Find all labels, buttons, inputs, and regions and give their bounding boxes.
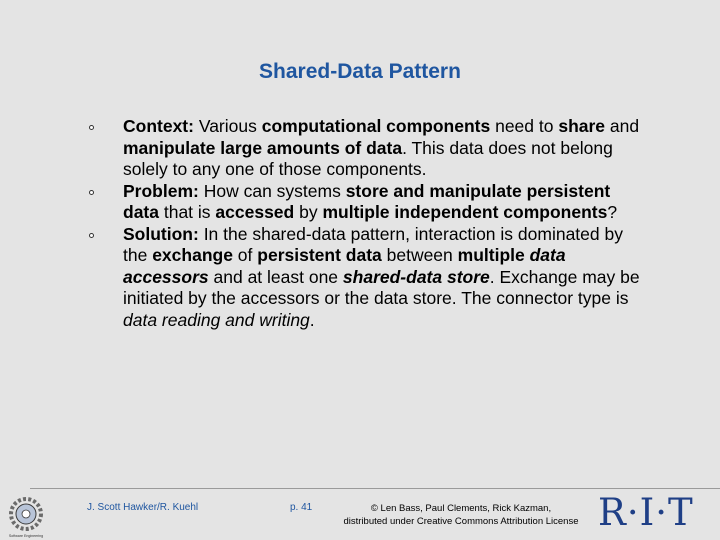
bullet-item xyxy=(80,224,640,332)
copyright-line-2: distributed under Creative Commons Attribution License xyxy=(343,516,579,527)
bullet-text-segment: manipulate large amounts of data xyxy=(123,137,403,158)
bullet-list xyxy=(80,116,640,331)
bullet-text-segment: data reading and writing xyxy=(123,309,310,330)
bullet-text-segment: ? xyxy=(607,202,618,222)
bullet-text-segment: by xyxy=(294,202,323,222)
page-number: p. 41 xyxy=(290,502,313,513)
bullet-text-segment: between xyxy=(381,245,458,265)
bullet-text-segment: . Exchange may be initiated by the accessors or the data store. The connector type is xyxy=(123,266,640,308)
bullet-text-segment: accessed xyxy=(215,202,295,222)
bullet-item xyxy=(80,181,640,224)
bullet-text-segment: shared-data store xyxy=(342,266,490,287)
bullet-dot-icon xyxy=(89,125,94,130)
bullet-text-segment: In the shared-data pattern, interaction is dominated by the xyxy=(123,223,623,265)
bullet-text-segment: computational components xyxy=(261,116,491,136)
bullet-text-segment: Solution: xyxy=(123,223,204,244)
bullet-text-segment: data accessors xyxy=(123,245,566,287)
bullet-text-segment: Context: xyxy=(123,116,199,136)
bullet-text-segment: Problem: xyxy=(123,180,204,201)
software-engineering-logo xyxy=(4,492,48,540)
footer-divider xyxy=(30,488,720,489)
bullet-text-segment: that is xyxy=(158,202,216,222)
se-logo-text: Software Engineering xyxy=(8,534,44,538)
bullet-text-segment: persistent data xyxy=(257,245,382,265)
slide-title: Shared-Data Pattern xyxy=(259,60,461,83)
rit-logo: R·I·T xyxy=(598,491,694,534)
copyright-line-1: © Len Bass, Paul Clements, Rick Kazman, xyxy=(370,503,552,514)
footer-authors: J. Scott Hawker/R. Kuehl xyxy=(87,502,199,513)
bullet-text-segment: . This data does not belong solely to any one of those components. xyxy=(123,137,613,179)
bullet-text-segment: How can systems xyxy=(203,180,346,201)
bullet-text-segment: and at least one xyxy=(208,266,343,287)
bullet-text-segment: and xyxy=(605,116,640,136)
bullet-text-segment: multiple independent components xyxy=(322,202,608,222)
bullet-text-segment: store and manipulate persistent data xyxy=(123,180,611,222)
bullet-text-segment: multiple xyxy=(457,245,530,265)
bullet-text-segment: exchange xyxy=(152,245,233,265)
bullet-dot-icon xyxy=(89,233,94,238)
footer-copyright xyxy=(330,502,592,528)
bullet-text-segment: of xyxy=(232,245,258,265)
bullet-item xyxy=(80,116,640,181)
bullet-text-segment: Various xyxy=(198,116,262,136)
bullet-text-segment: share xyxy=(558,116,606,136)
bullet-text-segment: need to xyxy=(490,116,559,136)
bullet-dot-icon xyxy=(89,190,94,195)
bullet-text-segment: . xyxy=(309,309,315,330)
